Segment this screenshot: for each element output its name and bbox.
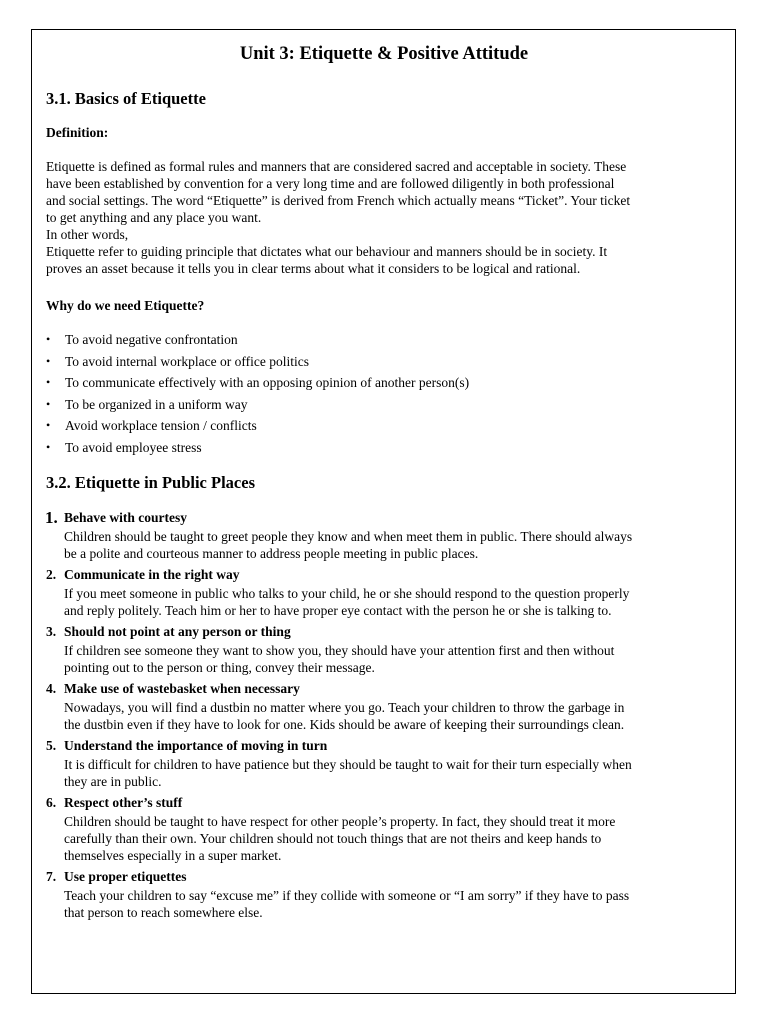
item-number: 6. <box>46 795 57 810</box>
item-title: Use proper etiquettes <box>64 869 187 884</box>
section-heading-basics: 3.1. Basics of Etiquette <box>46 89 206 108</box>
item-title: Respect other’s stuff <box>64 795 183 810</box>
document-content <box>46 42 722 924</box>
item-title: Should not point at any person or thing <box>64 624 291 639</box>
why-heading: Why do we need Etiquette? <box>46 298 205 313</box>
list-item <box>46 736 722 790</box>
paragraph-line: have been established by convention for a very long time and are followed diligently in both professional <box>46 176 615 191</box>
item-number: 2. <box>46 567 57 582</box>
paragraph-line: proves an asset because it tells you in clear terms about what it considers to be logical and rational. <box>46 261 581 276</box>
section-heading-public-places: 3.2. Etiquette in Public Places <box>46 473 255 492</box>
item-body: It is difficult for children to have patience but they should be taught to wait for their turn especially when they are in public. <box>64 757 632 789</box>
paragraph-line: In other words, <box>46 227 129 242</box>
item-number: 5. <box>46 738 57 753</box>
definition-label: Definition: <box>46 125 109 140</box>
item-body: Nowadays, you will find a dustbin no matter where you go. Teach your children to throw the garbage in the dustbin even if they have to look for one. Kids should be aware of keeping their surroundings clean. <box>64 700 625 732</box>
list-item <box>46 867 722 921</box>
list-item: • To avoid employee stress <box>46 437 722 459</box>
item-title: Communicate in the right way <box>64 567 240 582</box>
item-title: Behave with courtesy <box>64 510 187 525</box>
bullet-icon: • <box>46 418 51 432</box>
public-etiquette-list <box>46 508 722 921</box>
list-item <box>46 622 722 676</box>
paragraph-line: Etiquette refer to guiding principle that dictates what our behaviour and manners should be in society. It <box>46 244 608 259</box>
item-number: 7. <box>46 869 57 884</box>
item-body: If children see someone they want to show you, they should have your attention first and then without pointing out to the person or thing, convey their message. <box>64 643 615 675</box>
list-item: • To avoid negative confrontation <box>46 329 722 351</box>
paragraph-line: to get anything and any place you want. <box>46 210 262 225</box>
item-number: 1. <box>45 508 58 527</box>
page-title: Unit 3: Etiquette & Positive Attitude <box>239 44 529 64</box>
paragraph-line: Etiquette is defined as formal rules and manners that are considered sacred and acceptable in society. These <box>46 159 627 174</box>
bullet-icon: • <box>46 396 51 411</box>
list-item <box>46 508 722 562</box>
bullet-icon: • <box>46 439 51 454</box>
item-number: 3. <box>46 624 57 639</box>
list-item: • To avoid internal workplace or office politics <box>46 351 722 373</box>
list-item <box>46 679 722 733</box>
item-body: Children should be taught to greet people they know and when meet them in public. There should always be a polite and courteous manner to address people meeting in public places. <box>64 529 633 561</box>
item-body: Children should be taught to have respect for other people’s property. In fact, they should treat it more carefully than their own. Your children should not touch things that are not theirs and keep hands to themselves especially in a super market. <box>64 814 616 863</box>
bullet-icon: • <box>46 353 51 368</box>
definition-paragraph <box>46 158 722 277</box>
reasons-list <box>46 329 722 458</box>
item-body: Teach your children to say “excuse me” if they collide with someone or “I am sorry” if they have to pass that person to reach somewhere else. <box>64 888 630 920</box>
list-item <box>46 565 722 619</box>
list-item: • To be organized in a uniform way <box>46 394 722 416</box>
item-number: 4. <box>46 681 57 696</box>
bullet-icon: • <box>46 375 51 389</box>
list-item <box>46 793 722 864</box>
bullet-icon: • <box>46 332 51 346</box>
item-title: Understand the importance of moving in turn <box>64 738 328 753</box>
list-item: • To communicate effectively with an opposing opinion of another person(s) <box>46 372 722 394</box>
item-body: If you meet someone in public who talks to your child, he or she should respond to the question properly and reply politely. Teach him or her to have proper eye contact with the person he or she is talking to. <box>64 586 630 618</box>
list-item: • Avoid workplace tension / conflicts <box>46 415 722 437</box>
item-title: Make use of wastebasket when necessary <box>64 681 300 696</box>
paragraph-line: and social settings. The word “Etiquette” is derived from French which actually means “Ticket”. Your ticket <box>46 193 631 208</box>
